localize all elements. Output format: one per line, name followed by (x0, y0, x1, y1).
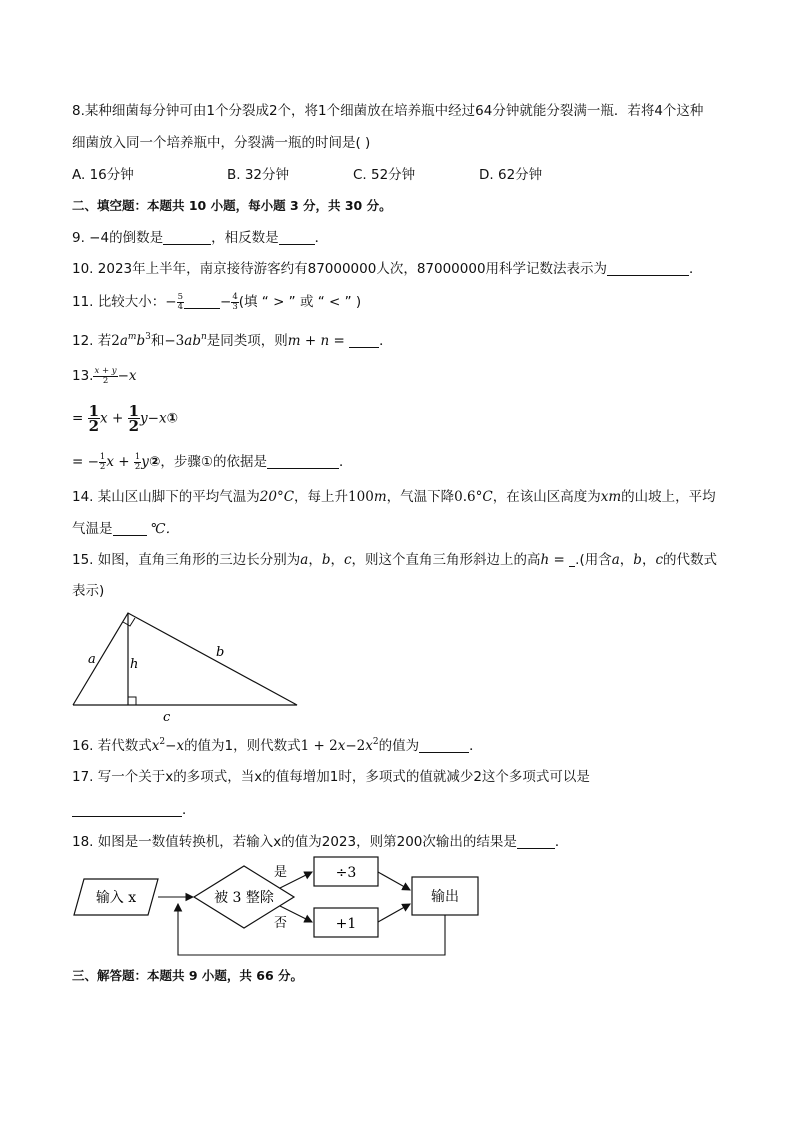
q11: 11. 比较大小：− $\frac{5}{4}$ − $\frac{4}{3}$ (填 “ > ” 或 “ < ” ) (72, 291, 362, 312)
q10-pre: 10. 2023年上半年，南京接待游客约有87000000人次，87000000用科学记数法表示为 (72, 261, 608, 277)
q18: 18. 如图是一数值转换机，若输入x的值为2023，则第200次输出的结果是 ． (72, 834, 569, 850)
q10-end: ． (689, 261, 703, 277)
foot-right-angle-mark (128, 697, 136, 705)
q12-end: ． (379, 333, 393, 349)
section3-heading: 三、解答题：本题共 9 小题，共 66 分。 (72, 968, 304, 983)
q14-blank (113, 521, 147, 536)
altitude-label-h: h (130, 657, 139, 672)
q13-fraction: $\frac{x + y}{2}$ (94, 365, 117, 386)
q12-pre: 12. 若 (72, 333, 112, 349)
q8-option-c: C. 52分钟 (353, 167, 416, 183)
q9-blank-1 (163, 230, 211, 245)
q15-line1: 15. 如图，直角三角形的三边长分别为a，b，c，则这个直角三角形斜边上的高h = .(用含a，b，c的代数式 (72, 552, 717, 568)
q16-blank (419, 738, 469, 753)
q12-post: 是同类项，则 (206, 333, 288, 349)
right-triangle-figure (68, 606, 304, 726)
q12-blank (349, 333, 379, 348)
q13-end: ． (338, 454, 353, 470)
q9-pre: 9. −4的倒数是 (72, 230, 164, 246)
q12-term-1: $2a^mb^3$ (111, 332, 151, 349)
q13-line2: = $\frac{1}{2}$ x + $\frac{1}{2}$ y−x① (72, 402, 179, 435)
q12-mid: 和 (150, 333, 165, 349)
q8-option-b: B. 32分钟 (227, 167, 290, 183)
output-label: 输出 (431, 889, 459, 905)
q17-line1: 17. 写一个关于x的多项式，当x的值每增加1时，多项式的值就减少2这个多项式可以是 (72, 769, 590, 785)
q8-line1: 8.某种细菌每分钟可由1个分裂成2个，将1个细菌放在培养瓶中经过64分钟就能分裂满一瓶．若将4个这种 (72, 103, 704, 119)
q11-fraction-2: $\frac{4}{3}$ (232, 291, 238, 312)
yes-label: 是 (274, 865, 288, 880)
arrow-plus-to-output (378, 904, 410, 922)
q9-end: ． (314, 230, 329, 246)
q13-tail: −x (117, 368, 137, 384)
q9 (72, 228, 328, 248)
triangle-outline (73, 613, 297, 705)
flowchart (68, 852, 488, 962)
plus-one-label: +1 (335, 916, 357, 932)
q13-blank (267, 454, 339, 469)
q15-line2: 表示) (72, 583, 105, 599)
q10-blank (607, 261, 689, 276)
input-label: 输入 x (95, 890, 137, 906)
q13-half-1: $\frac{1}{2}$ (88, 402, 100, 435)
section2-heading: 二、填空题：本题共 10 小题，每小题 3 分，共 30 分。 (72, 198, 392, 213)
decision-label: 被 3 整除 (214, 890, 274, 906)
side-label-b: b (216, 645, 225, 660)
q8-option-a: A. 16分钟 (72, 167, 134, 183)
no-label: 否 (274, 916, 288, 931)
q8-line2: 细菌放入同一个培养瓶中，分裂满一瓶的时间是( ) (72, 135, 371, 151)
q14-line2: 气温是 ℃． (72, 521, 180, 537)
q12-expression: m + n = (287, 333, 350, 349)
divide-label: ÷3 (335, 865, 357, 881)
q9-mid: ，相反数是 (211, 230, 279, 246)
q13-text: ，步骤①的依据是 (160, 454, 267, 470)
q13-line3: = − $\frac{1}{2}$ x + $\frac{1}{2}$ y②，步骤①的依据是 ． (72, 451, 353, 472)
q12-term-2: $-3ab^n$ (164, 332, 207, 349)
q11-fraction-1: $\frac{5}{4}$ (177, 291, 183, 312)
q13-half-2: $\frac{1}{2}$ (128, 402, 140, 435)
q8-option-d: D. 62分钟 (479, 167, 543, 183)
q13-line1 (72, 366, 137, 386)
q18-blank (517, 834, 555, 849)
q11-tail: (填 “ > ” 或 “ < ” ) (238, 294, 362, 310)
q16: 16. 若代数式$x^2-x$的值为1，则代数式$1 + 2x-2x^2$的值为 ． (72, 737, 483, 754)
q17-blank (72, 802, 182, 817)
q11-blank (184, 294, 220, 309)
q9-blank-2 (279, 230, 315, 245)
q11-pre: 11. 比较大小： (72, 294, 166, 310)
q13-label: 13. (72, 368, 94, 384)
q14-line1: 14. 某山区山脚下的平均气温为20°C，每上升100m，气温下降0.6°C，在该山区高度为xm的山坡上，平均 (72, 489, 716, 505)
q10 (72, 259, 703, 279)
q17-line2: ． (72, 800, 196, 820)
arrow-divide-to-output (378, 872, 410, 890)
side-label-c: c (163, 710, 171, 725)
side-label-a: a (88, 652, 96, 667)
q12 (72, 331, 393, 351)
